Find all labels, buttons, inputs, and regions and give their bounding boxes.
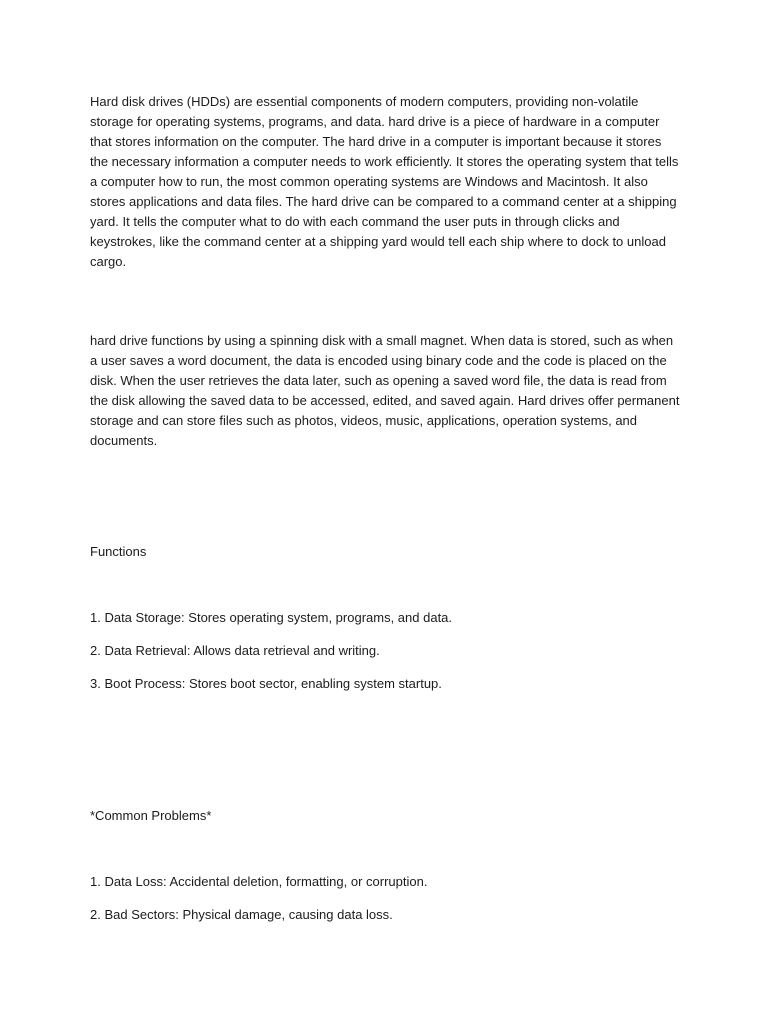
functions-list-item: 2. Data Retrieval: Allows data retrieval and writing. xyxy=(90,643,380,658)
functions-list-item: 3. Boot Process: Stores boot sector, enabling system startup. xyxy=(90,676,442,691)
intro-paragraph: Hard disk drives (HDDs) are essential components of modern computers, providing non-volatile storage for operating systems, programs, and data. hard drive is a piece of hardware in a computer that stores information on the computer. The hard drive in a computer is important because it stores the necessary information a computer needs to work efficiently. It stores the operating system that tells a computer how to run, the most common operating systems are Windows and Macintosh. It also stores applications and data files. The hard drive can be compared to a command center at a shipping yard. It tells the computer what to do with each command the user puts in through clicks and keystrokes, like the command center at a shipping yard would tell each ship where to dock to unload cargo. xyxy=(90,94,679,269)
common-problems-heading: *Common Problems* xyxy=(90,808,212,823)
functions-heading: Functions xyxy=(90,544,147,559)
problems-list-item: 1. Data Loss: Accidental deletion, formatting, or corruption. xyxy=(90,874,428,889)
problems-list-item: 2. Bad Sectors: Physical damage, causing data loss. xyxy=(90,907,393,922)
functions-list-item: 1. Data Storage: Stores operating system, programs, and data. xyxy=(90,610,453,625)
function-paragraph: hard drive functions by using a spinning disk with a small magnet. When data is stored, such as when a user saves a word document, the data is encoded using binary code and the code is placed on the disk. When the user retrieves the data later, such as opening a saved word file, the data is read from the disk allowing the saved data to be accessed, edited, and saved again. Hard drives offer permanent storage and can store files such as photos, videos, music, applications, operation systems, and documents. xyxy=(90,333,680,448)
